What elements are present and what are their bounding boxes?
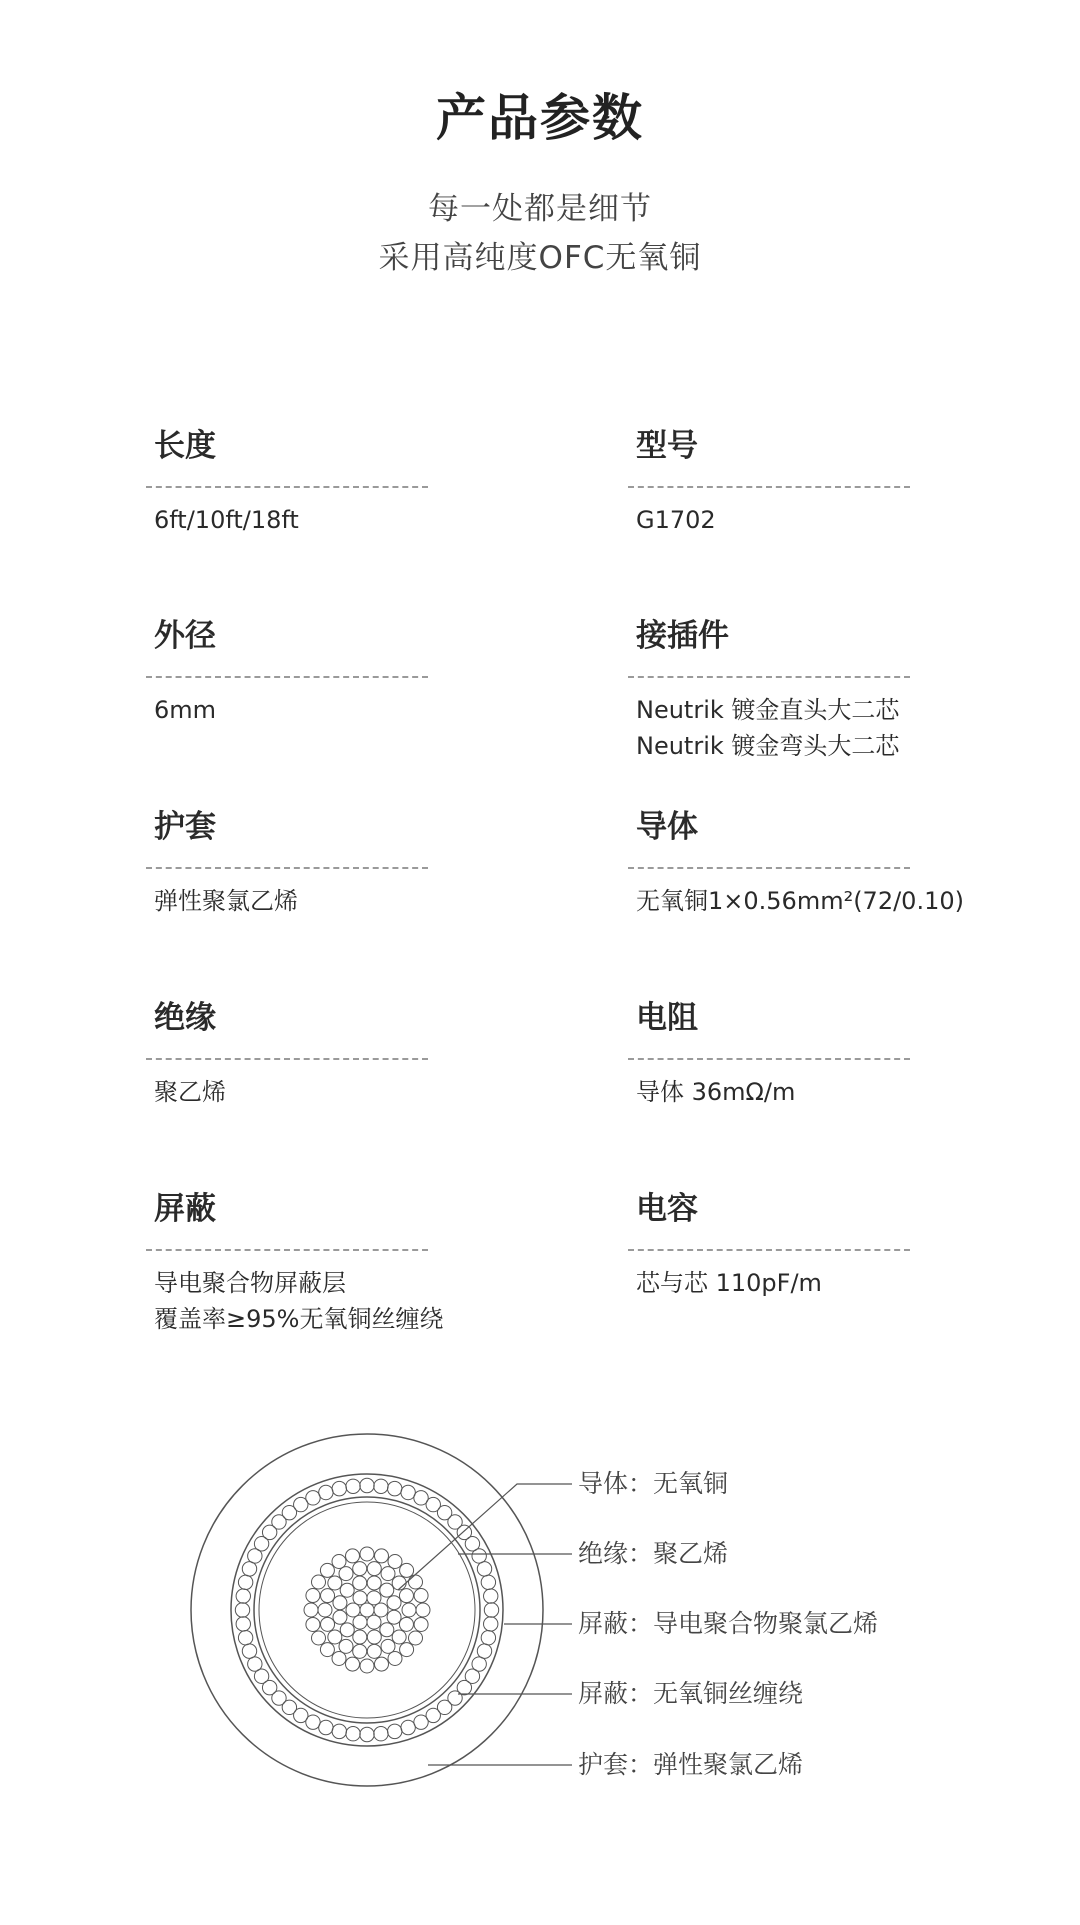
spec-label: 电阻 xyxy=(636,1000,698,1036)
dashed-divider xyxy=(628,486,910,488)
conductor-strand xyxy=(367,1562,381,1576)
conductor-strand xyxy=(380,1583,394,1597)
callout-insulation: 绝缘：聚乙烯 xyxy=(578,1539,729,1568)
braid-wire xyxy=(242,1644,256,1658)
braid-wire xyxy=(481,1575,495,1589)
spec-label: 外径 xyxy=(154,618,216,654)
spec-value-line: 覆盖率≥95%无氧铜丝缠绕 xyxy=(154,1305,444,1333)
braid-wire xyxy=(484,1589,498,1603)
dashed-divider xyxy=(146,676,428,678)
braid-wire xyxy=(477,1562,491,1576)
dashed-divider xyxy=(628,676,910,678)
conductor-strand xyxy=(360,1547,374,1561)
spec-value: 芯与芯 110pF/m xyxy=(636,1269,822,1297)
braid-wire xyxy=(401,1485,415,1499)
braid-wire xyxy=(236,1617,250,1631)
braid-wire xyxy=(374,1727,388,1741)
conductor-strand xyxy=(333,1596,347,1610)
conductor-strand xyxy=(416,1603,430,1617)
conductor-strand xyxy=(318,1603,332,1617)
spec-label: 接插件 xyxy=(636,618,729,654)
conductor-strand xyxy=(360,1659,374,1673)
conductor-strand xyxy=(340,1583,354,1597)
spec-value: G1702 xyxy=(636,506,716,534)
braid-wire xyxy=(388,1724,402,1738)
dashed-divider xyxy=(628,1058,910,1060)
spec-value xyxy=(628,692,1058,764)
braid-wire xyxy=(319,1720,333,1734)
cable-cross-section-svg xyxy=(0,1420,1080,1800)
spec-value xyxy=(146,1265,576,1337)
conductor-strand xyxy=(367,1591,381,1605)
spec-conductor xyxy=(628,805,1058,919)
conductor-strand xyxy=(380,1623,394,1637)
conductor-strand xyxy=(353,1644,367,1658)
conductor-strand xyxy=(320,1563,334,1577)
conductor-strand xyxy=(339,1639,353,1653)
dashed-divider xyxy=(628,1249,910,1251)
dashed-divider xyxy=(146,1058,428,1060)
conductor-strand xyxy=(312,1575,326,1589)
conductor-strand xyxy=(414,1589,428,1603)
conductor-strand xyxy=(328,1630,342,1644)
dashed-divider xyxy=(146,867,428,869)
conductor-strand xyxy=(353,1615,367,1629)
subtitle-line-1: 每一处都是细节 xyxy=(428,191,652,227)
conductor-strand xyxy=(367,1576,381,1590)
outer-jacket-circle xyxy=(191,1434,543,1786)
shield-outer-circle xyxy=(231,1474,503,1746)
spec-resistance xyxy=(628,996,1058,1110)
conductor-strand xyxy=(320,1643,334,1657)
conductor-strand xyxy=(304,1603,318,1617)
conductor-strand xyxy=(321,1617,335,1631)
conductor-strand xyxy=(332,1555,346,1569)
dashed-divider xyxy=(628,867,910,869)
conductor-strand xyxy=(409,1575,423,1589)
spec-value-line: Neutrik 镀金弯头大二芯 xyxy=(636,732,900,760)
conductor-strand xyxy=(340,1623,354,1637)
conductor-strand xyxy=(374,1603,388,1617)
braid-wire xyxy=(306,1491,320,1505)
spec-label: 型号 xyxy=(636,428,698,464)
callout-shield-polymer: 屏蔽：导电聚合物聚氯乙烯 xyxy=(578,1609,879,1638)
conductor-strand xyxy=(400,1563,414,1577)
conductor-strand xyxy=(387,1610,401,1624)
conductor-strand xyxy=(346,1657,360,1671)
braid-wire xyxy=(238,1631,252,1645)
dashed-divider xyxy=(146,1249,428,1251)
spec-insulation xyxy=(146,996,576,1110)
callout-conductor: 导体：无氧铜 xyxy=(578,1469,729,1498)
braid-wire xyxy=(236,1589,250,1603)
spec-shielding xyxy=(146,1187,576,1337)
spec-value-line: Neutrik 镀金直头大二芯 xyxy=(636,696,900,724)
conductor-strand xyxy=(306,1617,320,1631)
braid-wire xyxy=(477,1644,491,1658)
conductor-strand xyxy=(381,1567,395,1581)
conductor-strand xyxy=(381,1639,395,1653)
conductor-strand xyxy=(388,1652,402,1666)
spec-connector xyxy=(628,614,1058,764)
conductor-strand xyxy=(392,1630,406,1644)
conductor-strand xyxy=(399,1589,413,1603)
conductor-strand xyxy=(367,1615,381,1629)
braid-wire xyxy=(414,1715,428,1729)
callout-shield-braid: 屏蔽：无氧铜丝缠绕 xyxy=(578,1679,804,1708)
conductor-strand xyxy=(306,1589,320,1603)
conductor-strand xyxy=(312,1631,326,1645)
conductor-strand xyxy=(400,1643,414,1657)
braid-wire xyxy=(401,1720,415,1734)
conductor-strand xyxy=(339,1567,353,1581)
dashed-divider xyxy=(146,486,428,488)
conductor-strand xyxy=(353,1630,367,1644)
braid-wire xyxy=(374,1479,388,1493)
conductor-strand xyxy=(346,1603,360,1617)
spec-jacket xyxy=(146,805,576,919)
spec-value: 导体 36mΩ/m xyxy=(636,1078,796,1106)
spec-value-line: 导电聚合物屏蔽层 xyxy=(154,1269,346,1297)
conductor-strand xyxy=(387,1596,401,1610)
conductor-strand xyxy=(374,1549,388,1563)
conductor-strand xyxy=(321,1589,335,1603)
cable-cross-section-diagram xyxy=(0,1420,1080,1800)
spec-outer-diameter xyxy=(146,614,576,728)
conductor-strand xyxy=(402,1603,416,1617)
braid-wire xyxy=(484,1617,498,1631)
conductor-strand xyxy=(367,1630,381,1644)
subtitle-line-2: 采用高纯度OFC无氧铜 xyxy=(378,240,702,276)
conductor-strand xyxy=(353,1591,367,1605)
conductor-strand xyxy=(399,1617,413,1631)
conductor-strand xyxy=(374,1657,388,1671)
braid-wire xyxy=(332,1481,346,1495)
conductor-strand xyxy=(353,1562,367,1576)
conductor-strand xyxy=(388,1555,402,1569)
conductor-strand xyxy=(414,1617,428,1631)
spec-capacitance xyxy=(628,1187,1058,1301)
conductor-strand xyxy=(346,1549,360,1563)
braid-wire xyxy=(484,1603,498,1617)
callout-jacket: 护套：弹性聚氯乙烯 xyxy=(578,1750,804,1779)
spec-value: 6ft/10ft/18ft xyxy=(154,506,299,534)
spec-label: 电容 xyxy=(636,1191,698,1227)
conductor-strand xyxy=(332,1652,346,1666)
spec-label: 护套 xyxy=(154,809,216,845)
braid-wire xyxy=(346,1479,360,1493)
leader-line-conductor xyxy=(398,1484,572,1590)
spec-label: 屏蔽 xyxy=(154,1191,216,1227)
braid-wire xyxy=(360,1727,374,1741)
braid-wire xyxy=(360,1478,374,1492)
braid-wire xyxy=(319,1485,333,1499)
shield-inner-circle xyxy=(254,1497,480,1723)
spec-label: 长度 xyxy=(154,428,216,464)
insulation-circle xyxy=(259,1502,475,1718)
spec-value: 6mm xyxy=(154,696,217,724)
braid-wire xyxy=(472,1549,486,1563)
conductor-strand xyxy=(367,1644,381,1658)
braid-wire xyxy=(388,1481,402,1495)
spec-value: 弹性聚氯乙烯 xyxy=(154,887,298,915)
braid-wire xyxy=(346,1727,360,1741)
spec-length xyxy=(146,424,576,538)
spec-value: 聚乙烯 xyxy=(154,1078,226,1106)
spec-label: 导体 xyxy=(636,809,698,845)
spec-model xyxy=(628,424,1058,538)
braid-wire xyxy=(248,1657,262,1671)
spec-value: 无氧铜1×0.56mm²(72/0.10) xyxy=(636,887,964,915)
braid-wire xyxy=(235,1603,249,1617)
braid-wire xyxy=(242,1562,256,1576)
braid-wire xyxy=(481,1631,495,1645)
braid-wire xyxy=(332,1724,346,1738)
conductor-strand xyxy=(333,1610,347,1624)
conductor-strand xyxy=(392,1576,406,1590)
conductor-strand xyxy=(360,1603,374,1617)
page-title: 产品参数 xyxy=(436,89,644,147)
braid-wire xyxy=(238,1575,252,1589)
conductor-strand xyxy=(353,1576,367,1590)
spec-label: 绝缘 xyxy=(154,1000,216,1036)
conductor-strand xyxy=(409,1631,423,1645)
conductor-strand xyxy=(328,1576,342,1590)
